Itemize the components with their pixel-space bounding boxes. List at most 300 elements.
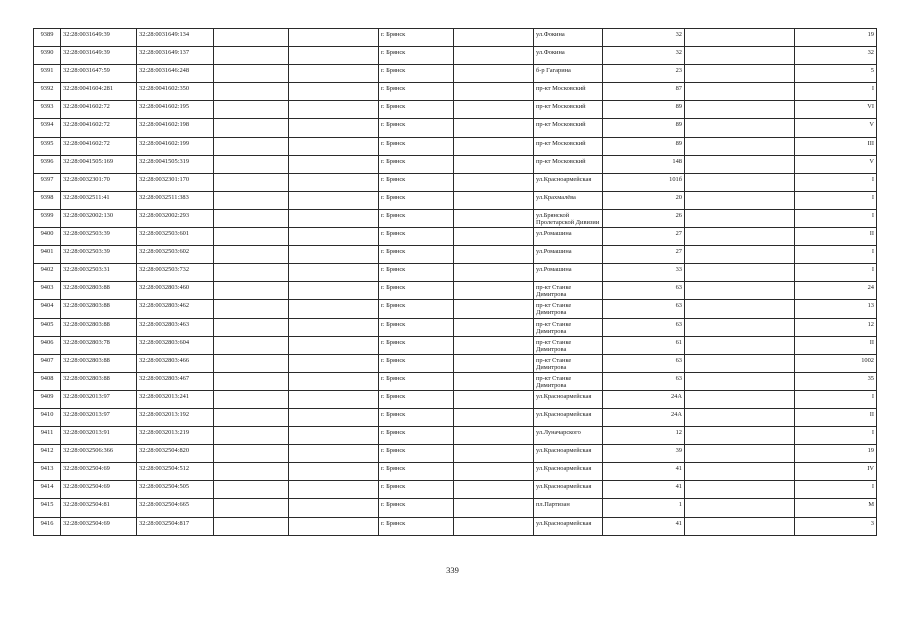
- cell-object-cadastral-number: 32:28:0041602:350: [137, 83, 214, 101]
- cell-premises-number: I: [795, 427, 877, 445]
- cell-empty: [685, 191, 795, 209]
- cell-city: г. Брянск: [379, 354, 454, 372]
- cell-empty: [685, 29, 795, 47]
- table-row: [34, 83, 877, 101]
- cell-row-number: 9411: [34, 427, 61, 445]
- cell-row-number: 9394: [34, 119, 61, 137]
- cell-row-number: 9404: [34, 300, 61, 318]
- cell-premises-number: I: [795, 246, 877, 264]
- cell-city: г. Брянск: [379, 300, 454, 318]
- cell-object-cadastral-number: 32:28:0032803:460: [137, 282, 214, 300]
- cell-empty: [289, 173, 379, 191]
- cell-city: г. Брянск: [379, 336, 454, 354]
- cell-empty: [685, 137, 795, 155]
- cell-object-cadastral-number: 32:28:0032504:817: [137, 517, 214, 535]
- cell-row-number: 9389: [34, 29, 61, 47]
- cell-row-number: 9408: [34, 372, 61, 390]
- cell-street: ул.Ромашина: [534, 246, 603, 264]
- cell-house-number: 24А: [603, 390, 685, 408]
- cell-empty: [289, 83, 379, 101]
- table-row: [34, 264, 877, 282]
- cell-empty: [454, 499, 534, 517]
- cell-empty: [289, 463, 379, 481]
- table-row: [34, 372, 877, 390]
- cell-empty: [454, 101, 534, 119]
- cell-empty: [454, 65, 534, 83]
- cell-row-number: 9395: [34, 137, 61, 155]
- cell-house-number: 27: [603, 246, 685, 264]
- cell-empty: [454, 372, 534, 390]
- cell-street: ул.Ромашина: [534, 264, 603, 282]
- cell-house-number: 63: [603, 372, 685, 390]
- cell-premises-number: V: [795, 119, 877, 137]
- table-row: [34, 101, 877, 119]
- cell-empty: [289, 445, 379, 463]
- table-row: [34, 336, 877, 354]
- cell-land-cadastral-number: 32:28:0031649:39: [61, 29, 137, 47]
- cell-empty: [289, 336, 379, 354]
- cell-empty: [454, 463, 534, 481]
- cell-empty: [454, 137, 534, 155]
- cell-empty: [685, 282, 795, 300]
- cell-empty: [289, 390, 379, 408]
- cell-house-number: 63: [603, 300, 685, 318]
- cell-empty: [454, 481, 534, 499]
- cell-premises-number: 13: [795, 300, 877, 318]
- cell-empty: [289, 101, 379, 119]
- cell-empty: [685, 246, 795, 264]
- cell-empty: [685, 209, 795, 227]
- cell-land-cadastral-number: 32:28:0032002:130: [61, 209, 137, 227]
- cell-land-cadastral-number: 32:28:0032803:78: [61, 336, 137, 354]
- cell-empty: [214, 445, 289, 463]
- cell-row-number: 9399: [34, 209, 61, 227]
- cell-object-cadastral-number: 32:28:0032013:241: [137, 390, 214, 408]
- cell-premises-number: I: [795, 83, 877, 101]
- cell-empty: [214, 481, 289, 499]
- cell-object-cadastral-number: 32:28:0032803:466: [137, 354, 214, 372]
- table-row: [34, 408, 877, 426]
- cell-land-cadastral-number: 32:28:0032504:69: [61, 481, 137, 499]
- cell-premises-number: I: [795, 209, 877, 227]
- cell-empty: [214, 372, 289, 390]
- page-number: 339: [446, 565, 459, 575]
- cell-land-cadastral-number: 32:28:0041604:281: [61, 83, 137, 101]
- cell-city: г. Брянск: [379, 155, 454, 173]
- cell-empty: [685, 445, 795, 463]
- cell-empty: [289, 318, 379, 336]
- cell-city: г. Брянск: [379, 209, 454, 227]
- cell-empty: [454, 300, 534, 318]
- cell-street: ул.Брянской Пролетарской Дивизии: [534, 209, 603, 227]
- cell-empty: [454, 408, 534, 426]
- cell-row-number: 9392: [34, 83, 61, 101]
- cell-street: пр-кт Московский: [534, 101, 603, 119]
- cell-house-number: 32: [603, 47, 685, 65]
- cell-empty: [454, 173, 534, 191]
- cell-empty: [685, 318, 795, 336]
- cell-land-cadastral-number: 32:28:0031649:39: [61, 47, 137, 65]
- table-row: [34, 29, 877, 47]
- cell-land-cadastral-number: 32:28:0041505:169: [61, 155, 137, 173]
- cell-empty: [214, 191, 289, 209]
- cell-street: ул.Красноармейская: [534, 408, 603, 426]
- cell-house-number: 63: [603, 354, 685, 372]
- cell-empty: [685, 228, 795, 246]
- cell-row-number: 9390: [34, 47, 61, 65]
- cell-premises-number: I: [795, 173, 877, 191]
- cell-empty: [214, 390, 289, 408]
- cell-premises-number: I: [795, 191, 877, 209]
- cell-premises-number: М: [795, 499, 877, 517]
- cell-empty: [289, 246, 379, 264]
- cell-house-number: 12: [603, 427, 685, 445]
- cell-object-cadastral-number: 32:28:0032503:602: [137, 246, 214, 264]
- cell-empty: [454, 517, 534, 535]
- cell-empty: [214, 137, 289, 155]
- cell-empty: [454, 264, 534, 282]
- cell-house-number: 101б: [603, 173, 685, 191]
- cell-land-cadastral-number: 32:28:0032013:91: [61, 427, 137, 445]
- cell-house-number: 32: [603, 29, 685, 47]
- cell-street: пр-кт Московский: [534, 155, 603, 173]
- cell-house-number: 148: [603, 155, 685, 173]
- cell-land-cadastral-number: 32:28:0032803:88: [61, 282, 137, 300]
- cell-empty: [214, 173, 289, 191]
- cell-premises-number: 19: [795, 29, 877, 47]
- cell-empty: [685, 408, 795, 426]
- cell-row-number: 9396: [34, 155, 61, 173]
- cell-empty: [454, 83, 534, 101]
- cell-object-cadastral-number: 32:28:0032504:505: [137, 481, 214, 499]
- cell-row-number: 9409: [34, 390, 61, 408]
- table-row: [34, 209, 877, 227]
- cell-house-number: 20: [603, 191, 685, 209]
- cell-premises-number: 24: [795, 282, 877, 300]
- cell-row-number: 9403: [34, 282, 61, 300]
- cell-house-number: 89: [603, 101, 685, 119]
- cell-premises-number: III: [795, 137, 877, 155]
- cell-street: б-р Гагарина: [534, 65, 603, 83]
- cell-land-cadastral-number: 32:28:0041602:72: [61, 101, 137, 119]
- cell-premises-number: II: [795, 336, 877, 354]
- cell-city: г. Брянск: [379, 246, 454, 264]
- cell-empty: [454, 336, 534, 354]
- cell-empty: [214, 119, 289, 137]
- cell-empty: [214, 65, 289, 83]
- cell-empty: [214, 499, 289, 517]
- cell-empty: [214, 29, 289, 47]
- cell-empty: [289, 300, 379, 318]
- cell-street: ул.Фокина: [534, 47, 603, 65]
- cell-premises-number: 5: [795, 65, 877, 83]
- table-row: [34, 119, 877, 137]
- cell-city: г. Брянск: [379, 173, 454, 191]
- cell-empty: [685, 372, 795, 390]
- cell-empty: [454, 191, 534, 209]
- cell-house-number: 33: [603, 264, 685, 282]
- cell-street: ул.Красноармейская: [534, 445, 603, 463]
- cell-empty: [454, 282, 534, 300]
- cell-premises-number: 32: [795, 47, 877, 65]
- cell-empty: [289, 408, 379, 426]
- table-row: [34, 499, 877, 517]
- cell-city: г. Брянск: [379, 83, 454, 101]
- cell-city: г. Брянск: [379, 47, 454, 65]
- cell-object-cadastral-number: 32:28:0032013:219: [137, 427, 214, 445]
- cell-row-number: 9415: [34, 499, 61, 517]
- cell-empty: [685, 65, 795, 83]
- cell-row-number: 9410: [34, 408, 61, 426]
- cell-row-number: 9398: [34, 191, 61, 209]
- cell-city: г. Брянск: [379, 228, 454, 246]
- table-row: [34, 390, 877, 408]
- cell-house-number: 23: [603, 65, 685, 83]
- cell-empty: [214, 246, 289, 264]
- table-row: [34, 155, 877, 173]
- cell-land-cadastral-number: 32:28:0032301:70: [61, 173, 137, 191]
- cell-row-number: 9406: [34, 336, 61, 354]
- cell-empty: [289, 155, 379, 173]
- table-row: [34, 173, 877, 191]
- cell-empty: [289, 354, 379, 372]
- cell-land-cadastral-number: 32:28:0032504:81: [61, 499, 137, 517]
- cell-empty: [454, 209, 534, 227]
- cell-row-number: 9413: [34, 463, 61, 481]
- cell-street: ул.Красноармейская: [534, 517, 603, 535]
- cell-land-cadastral-number: 32:28:0032013:97: [61, 390, 137, 408]
- cell-object-cadastral-number: 32:28:0032803:463: [137, 318, 214, 336]
- cell-object-cadastral-number: 32:28:0031649:137: [137, 47, 214, 65]
- cell-premises-number: 3: [795, 517, 877, 535]
- registry-table: [33, 28, 877, 536]
- cell-city: г. Брянск: [379, 119, 454, 137]
- cell-city: г. Брянск: [379, 463, 454, 481]
- cell-city: г. Брянск: [379, 65, 454, 83]
- cell-row-number: 9401: [34, 246, 61, 264]
- cell-house-number: 24А: [603, 408, 685, 426]
- cell-house-number: 61: [603, 336, 685, 354]
- cell-empty: [289, 282, 379, 300]
- cell-empty: [454, 29, 534, 47]
- cell-street: пр-кт Станке Димитрова: [534, 300, 603, 318]
- cell-empty: [289, 499, 379, 517]
- cell-empty: [454, 47, 534, 65]
- cell-object-cadastral-number: 32:28:0031646:248: [137, 65, 214, 83]
- cell-premises-number: I: [795, 264, 877, 282]
- cell-empty: [214, 209, 289, 227]
- cell-row-number: 9393: [34, 101, 61, 119]
- cell-empty: [214, 264, 289, 282]
- cell-empty: [289, 191, 379, 209]
- cell-empty: [289, 517, 379, 535]
- cell-street: пр-кт Станке Димитрова: [534, 372, 603, 390]
- cell-city: г. Брянск: [379, 481, 454, 499]
- cell-empty: [289, 65, 379, 83]
- cell-object-cadastral-number: 32:28:0031649:134: [137, 29, 214, 47]
- cell-house-number: 41: [603, 463, 685, 481]
- cell-land-cadastral-number: 32:28:0032511:41: [61, 191, 137, 209]
- cell-land-cadastral-number: 32:28:0032504:69: [61, 463, 137, 481]
- table-row: [34, 191, 877, 209]
- cell-land-cadastral-number: 32:28:0041602:72: [61, 119, 137, 137]
- cell-row-number: 9414: [34, 481, 61, 499]
- cell-empty: [685, 463, 795, 481]
- cell-premises-number: II: [795, 228, 877, 246]
- cell-street: ул.Крахмалёва: [534, 191, 603, 209]
- cell-object-cadastral-number: 32:28:0032503:601: [137, 228, 214, 246]
- cell-street: пр-кт Станке Димитрова: [534, 336, 603, 354]
- cell-empty: [454, 427, 534, 445]
- cell-empty: [214, 47, 289, 65]
- cell-street: пр-кт Станке Димитрова: [534, 354, 603, 372]
- cell-city: г. Брянск: [379, 390, 454, 408]
- cell-city: г. Брянск: [379, 101, 454, 119]
- cell-land-cadastral-number: 32:28:0032803:88: [61, 300, 137, 318]
- cell-empty: [454, 354, 534, 372]
- cell-object-cadastral-number: 32:28:0032013:192: [137, 408, 214, 426]
- cell-empty: [685, 119, 795, 137]
- cell-empty: [289, 119, 379, 137]
- cell-empty: [289, 209, 379, 227]
- cell-object-cadastral-number: 32:28:0032002:293: [137, 209, 214, 227]
- cell-city: г. Брянск: [379, 372, 454, 390]
- cell-house-number: 39: [603, 445, 685, 463]
- cell-object-cadastral-number: 32:28:0032301:170: [137, 173, 214, 191]
- cell-empty: [214, 101, 289, 119]
- cell-empty: [685, 101, 795, 119]
- cell-empty: [214, 228, 289, 246]
- cell-empty: [685, 354, 795, 372]
- cell-empty: [289, 264, 379, 282]
- cell-house-number: 26: [603, 209, 685, 227]
- cell-empty: [685, 83, 795, 101]
- cell-empty: [685, 264, 795, 282]
- cell-row-number: 9405: [34, 318, 61, 336]
- cell-house-number: 89: [603, 119, 685, 137]
- cell-city: г. Брянск: [379, 264, 454, 282]
- table-row: [34, 47, 877, 65]
- cell-empty: [214, 463, 289, 481]
- cell-object-cadastral-number: 32:28:0041505:319: [137, 155, 214, 173]
- cell-empty: [214, 155, 289, 173]
- cell-house-number: 63: [603, 318, 685, 336]
- cell-land-cadastral-number: 32:28:0032504:69: [61, 517, 137, 535]
- cell-empty: [214, 282, 289, 300]
- table-row: [34, 463, 877, 481]
- cell-street: ул.Красноармейская: [534, 390, 603, 408]
- cell-empty: [454, 119, 534, 137]
- cell-land-cadastral-number: 32:28:0032803:88: [61, 354, 137, 372]
- table-row: [34, 445, 877, 463]
- cell-empty: [685, 390, 795, 408]
- cell-city: г. Брянск: [379, 318, 454, 336]
- cell-empty: [214, 427, 289, 445]
- cell-premises-number: VI: [795, 101, 877, 119]
- cell-land-cadastral-number: 32:28:0041602:72: [61, 137, 137, 155]
- cell-land-cadastral-number: 32:28:0032503:39: [61, 228, 137, 246]
- cell-land-cadastral-number: 32:28:0032503:39: [61, 246, 137, 264]
- cell-land-cadastral-number: 32:28:0032503:31: [61, 264, 137, 282]
- cell-row-number: 9400: [34, 228, 61, 246]
- cell-row-number: 9397: [34, 173, 61, 191]
- cell-land-cadastral-number: 32:28:0032803:88: [61, 318, 137, 336]
- cell-premises-number: 1002: [795, 354, 877, 372]
- cell-empty: [685, 300, 795, 318]
- cell-city: г. Брянск: [379, 29, 454, 47]
- cell-empty: [685, 336, 795, 354]
- cell-empty: [214, 517, 289, 535]
- cell-street: ул.Луначарского: [534, 427, 603, 445]
- cell-row-number: 9412: [34, 445, 61, 463]
- cell-premises-number: 35: [795, 372, 877, 390]
- cell-street: пр-кт Московский: [534, 83, 603, 101]
- cell-city: г. Брянск: [379, 191, 454, 209]
- table-row: [34, 481, 877, 499]
- cell-street: ул.Фокина: [534, 29, 603, 47]
- cell-empty: [454, 228, 534, 246]
- cell-premises-number: 19: [795, 445, 877, 463]
- cell-object-cadastral-number: 32:28:0032803:467: [137, 372, 214, 390]
- cell-empty: [685, 47, 795, 65]
- cell-empty: [454, 390, 534, 408]
- cell-empty: [214, 354, 289, 372]
- cell-premises-number: 12: [795, 318, 877, 336]
- cell-land-cadastral-number: 32:28:0032803:88: [61, 372, 137, 390]
- cell-empty: [685, 155, 795, 173]
- cell-street: ул.Красноармейская: [534, 481, 603, 499]
- cell-empty: [289, 372, 379, 390]
- cell-object-cadastral-number: 32:28:0041602:199: [137, 137, 214, 155]
- cell-city: г. Брянск: [379, 408, 454, 426]
- cell-object-cadastral-number: 32:28:0032803:604: [137, 336, 214, 354]
- cell-premises-number: II: [795, 408, 877, 426]
- cell-empty: [685, 481, 795, 499]
- cell-empty: [214, 408, 289, 426]
- table-row: [34, 354, 877, 372]
- cell-street: пл.Партизан: [534, 499, 603, 517]
- cell-city: г. Брянск: [379, 517, 454, 535]
- cell-house-number: 27: [603, 228, 685, 246]
- cell-house-number: 1: [603, 499, 685, 517]
- cell-city: г. Брянск: [379, 499, 454, 517]
- cell-empty: [289, 228, 379, 246]
- cell-empty: [289, 137, 379, 155]
- cell-empty: [214, 83, 289, 101]
- cell-empty: [685, 427, 795, 445]
- cell-object-cadastral-number: 32:28:0032503:732: [137, 264, 214, 282]
- cell-object-cadastral-number: 32:28:0032511:383: [137, 191, 214, 209]
- cell-empty: [454, 155, 534, 173]
- cell-premises-number: I: [795, 481, 877, 499]
- cell-empty: [289, 47, 379, 65]
- cell-row-number: 9402: [34, 264, 61, 282]
- cell-empty: [685, 517, 795, 535]
- cell-object-cadastral-number: 32:28:0032504:820: [137, 445, 214, 463]
- cell-empty: [214, 336, 289, 354]
- cell-land-cadastral-number: 32:28:0032506:366: [61, 445, 137, 463]
- table-row: [34, 246, 877, 264]
- cell-empty: [289, 481, 379, 499]
- cell-city: г. Брянск: [379, 427, 454, 445]
- cell-street: пр-кт Московский: [534, 119, 603, 137]
- cell-empty: [214, 318, 289, 336]
- cell-street: ул.Красноармейская: [534, 173, 603, 191]
- table-row: [34, 517, 877, 535]
- cell-city: г. Брянск: [379, 282, 454, 300]
- cell-city: г. Брянск: [379, 137, 454, 155]
- cell-street: пр-кт Станке Димитрова: [534, 318, 603, 336]
